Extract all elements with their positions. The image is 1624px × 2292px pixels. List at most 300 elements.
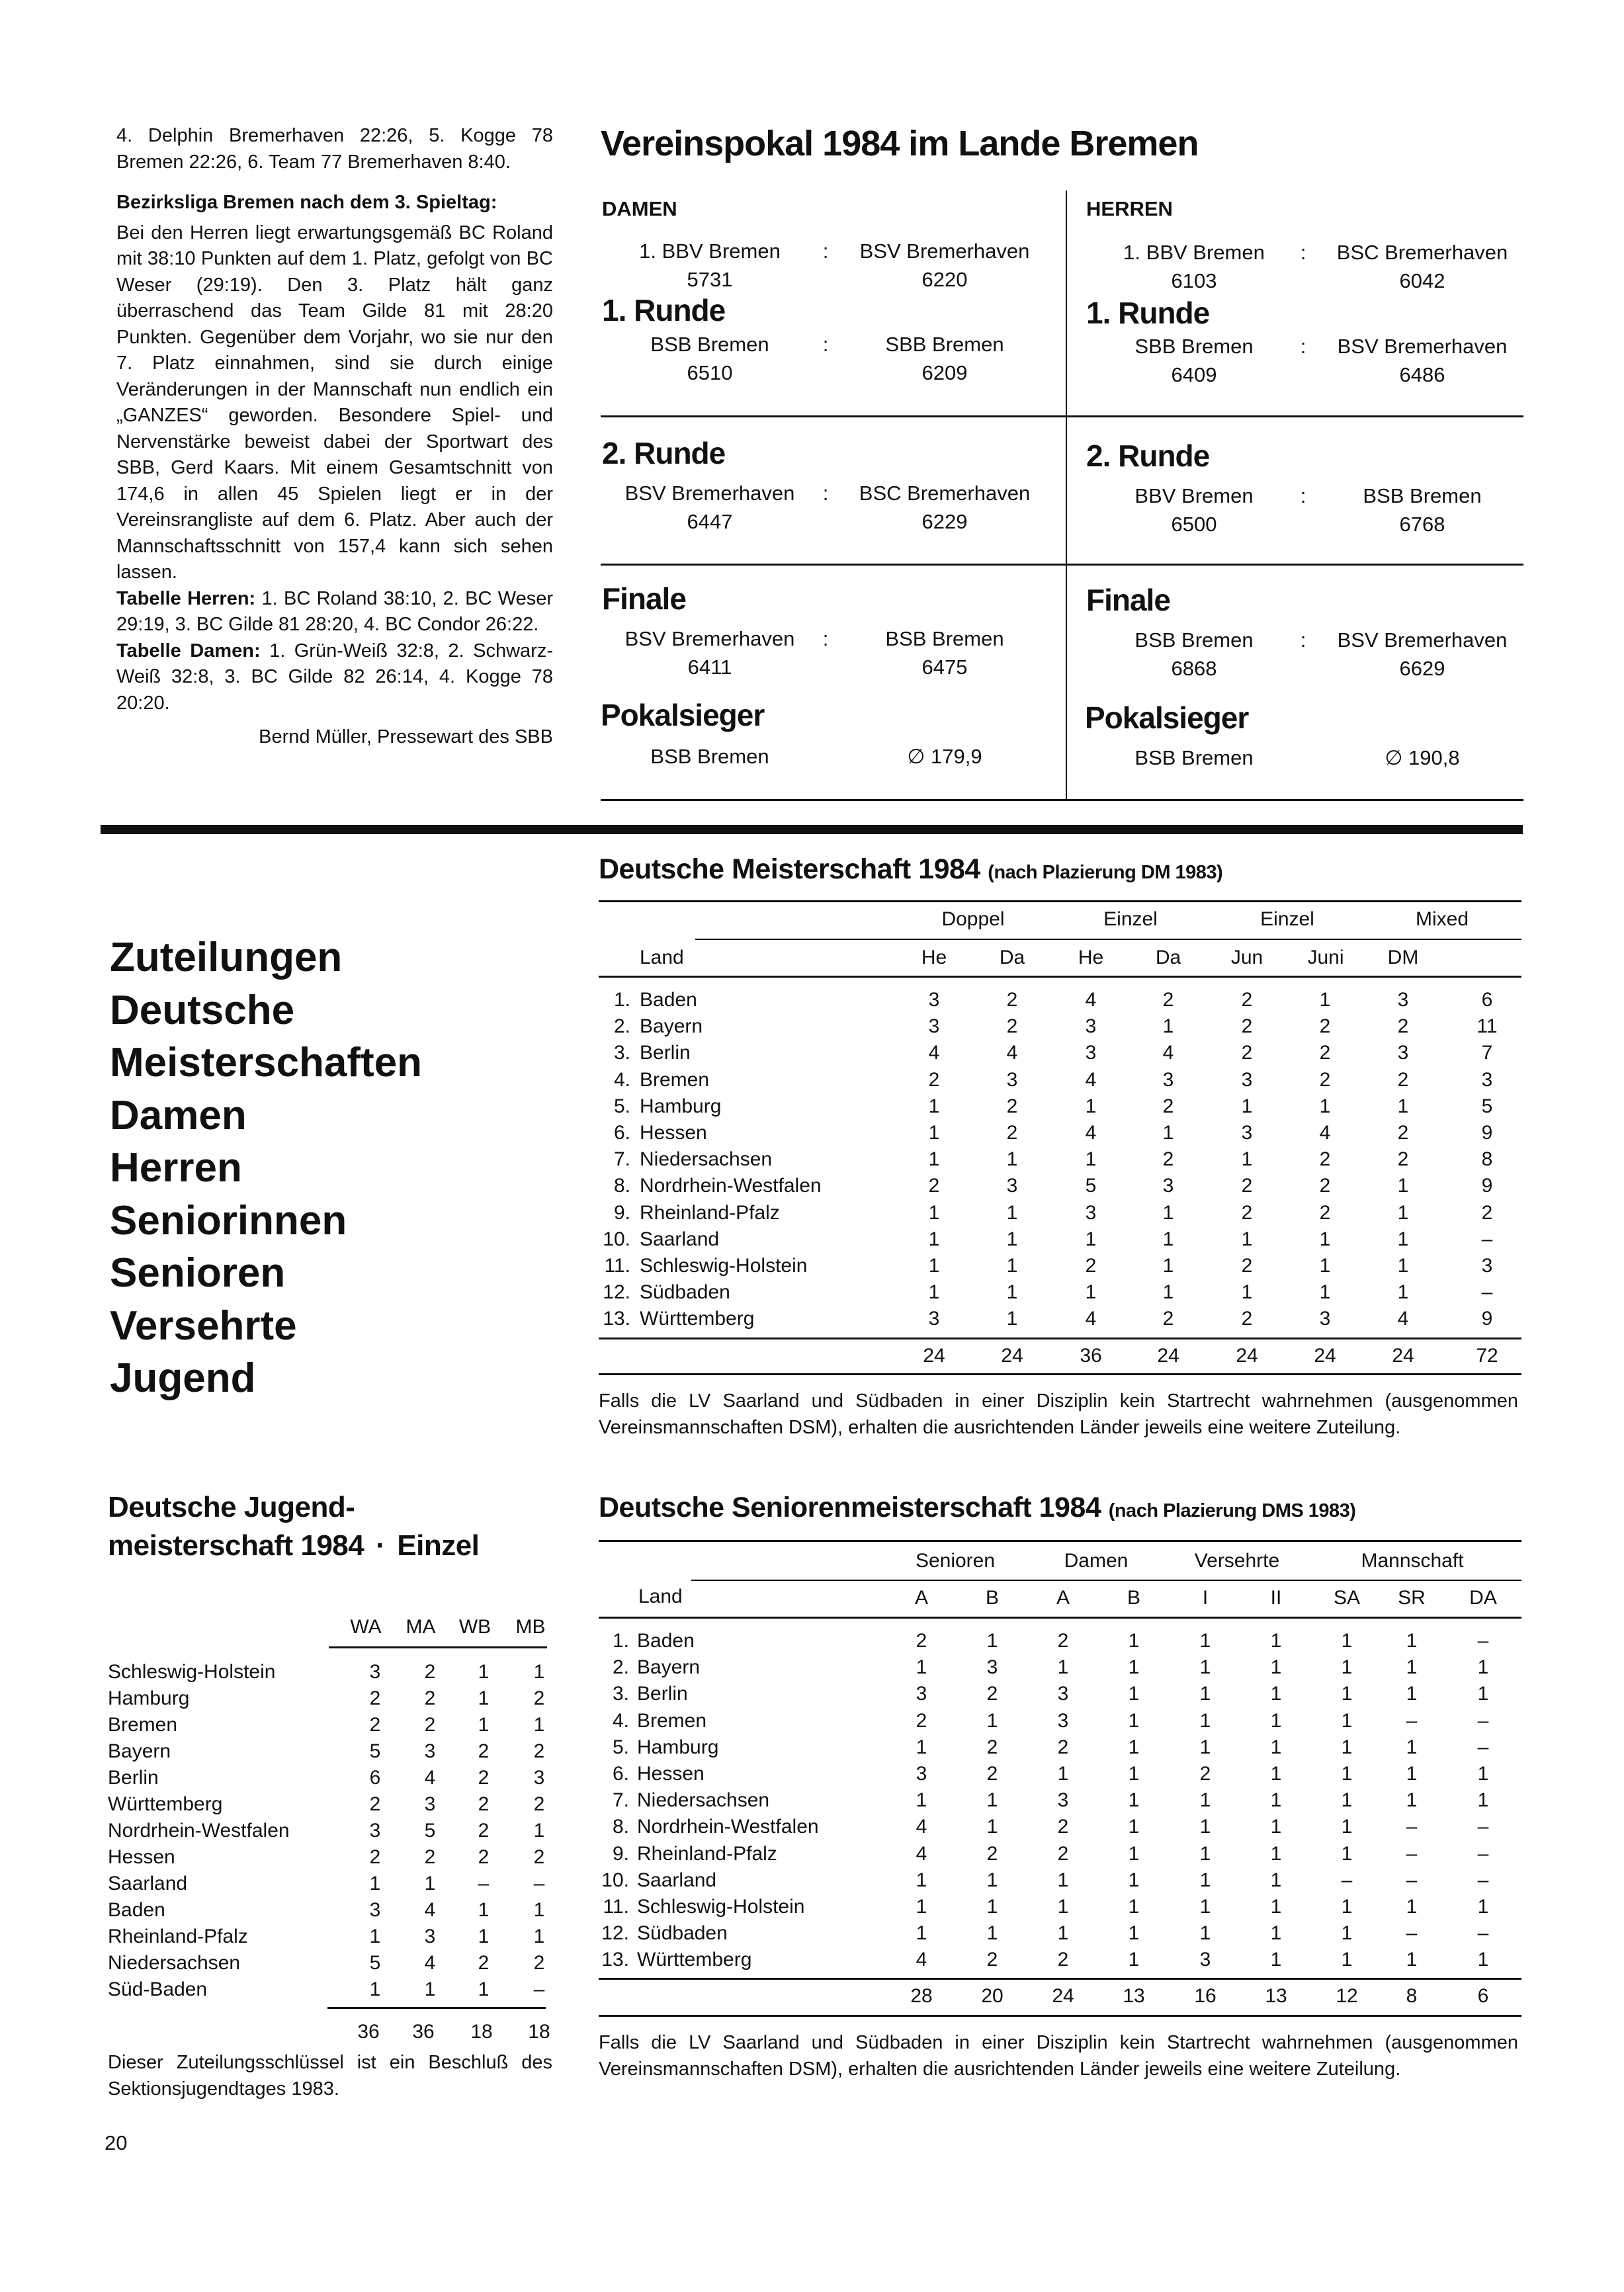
cell-value: 2 <box>533 1846 545 1868</box>
dm-group-rule <box>695 939 1521 940</box>
cell-value: 1 <box>1397 1228 1409 1250</box>
cell-value: 2 <box>533 1793 545 1815</box>
total-value: 8 <box>1406 1985 1418 2007</box>
cell-value: – <box>1481 1281 1493 1304</box>
djm-title-line2 <box>108 1527 479 1565</box>
cell-value: 1 <box>916 1656 927 1679</box>
cell-value: 1 <box>1397 1201 1409 1224</box>
score-b: 6042 <box>1399 269 1445 292</box>
cell-value: 1 <box>986 1630 998 1652</box>
table-row <box>599 1253 1521 1279</box>
cell-value: 3 <box>1397 1042 1409 1064</box>
djm-title-line2-text: meisterschaft 1984 <box>108 1529 364 1562</box>
table-row <box>599 1120 1521 1146</box>
rank: 12. <box>603 1281 630 1304</box>
team-b: SBB Bremen <box>885 333 1004 356</box>
winner-team: BSB Bremen <box>1134 746 1254 769</box>
cell-value: 1 <box>424 1978 436 2000</box>
dsm-column-header: SA <box>1333 1587 1361 1609</box>
article-body: Bei den Herren liegt erwartungsgemäß BC Roland mit 38:10 Punkten auf dem 1. Platz, gefolgt von BC Weser (29:19). Den 3. Platz hält ganz überraschend das Team Gilde 81 mit 28:20 Punkten. Gegenüber dem Vorjahr, wo sie nur den 7. Platz einnahmen, sind sie durch einige Veränderungen in der Mannschaft nun endlich ein „GANZES“ geworden. Besondere Spiel- und Nervenstärke beweist dabei der Sportwart des SBB, Gerd Kaars. Mit einem Gesamtschnitt von 174,6 in allen 45 Spielen liegt er in der Vereinsrangliste auf dem 6. Platz. Aber auch der Mannschaftsschnitt von 157,4 kann sich sehen lassen. <box>116 222 553 583</box>
land-name: Württemberg <box>640 1308 755 1330</box>
match-colon: : <box>822 627 829 650</box>
cell-value: 1 <box>478 1899 490 1921</box>
djm-column-header: WB <box>458 1616 491 1638</box>
cell-value: 2 <box>369 1687 381 1709</box>
cell-value: 2 <box>1397 1015 1409 1038</box>
cell-value: 2 <box>369 1793 381 1815</box>
land-name: Hessen <box>108 1846 175 1868</box>
team-a: BBV Bremen <box>1134 484 1254 507</box>
score-b: 6220 <box>921 268 968 291</box>
rank: 1. <box>613 989 630 1011</box>
dm-column-header <box>1453 945 1506 971</box>
djm-title-dot: · <box>376 1529 386 1562</box>
rank: 11. <box>604 1255 630 1277</box>
dsm-title-sub: (nach Plazierung DMS 1983) <box>1108 1500 1356 1521</box>
cell-value: 4 <box>916 1842 927 1865</box>
dsm-header-rule <box>599 1617 1521 1619</box>
cell-value: 3 <box>1241 1122 1253 1144</box>
cell-value: 2 <box>1319 1042 1331 1064</box>
cell-value: 1 <box>1406 1949 1418 1971</box>
heading-line: Versehrte <box>110 1302 297 1349</box>
section-divider-rule <box>101 825 1523 834</box>
cell-value: 1 <box>916 1736 927 1758</box>
land-header-label: Land <box>638 1586 683 1607</box>
herren-final-label: Finale <box>1086 583 1170 617</box>
cell-value: – <box>1477 1816 1489 1838</box>
match-colon: : <box>1300 628 1306 652</box>
cell-value: – <box>1406 1709 1418 1732</box>
cell-value: 4 <box>1085 1308 1097 1330</box>
table-row <box>599 1279 1521 1306</box>
land-name: Berlin <box>637 1683 688 1705</box>
cell-value: 2 <box>1057 1949 1069 1971</box>
cell-value: 3 <box>1057 1683 1069 1705</box>
cell-value: 1 <box>1319 1095 1331 1117</box>
land-name: Bayern <box>108 1740 171 1762</box>
land-name: Hamburg <box>637 1736 719 1758</box>
cell-value: 5 <box>369 1740 381 1762</box>
cell-value: 4 <box>1085 1122 1097 1144</box>
cell-value: 1 <box>1341 1656 1353 1679</box>
cell-value: 1 <box>1319 1281 1331 1304</box>
djm-title-suffix: Einzel <box>397 1529 480 1562</box>
rank: 8. <box>612 1816 629 1838</box>
cell-value: 1 <box>478 1714 490 1736</box>
cell-value: 2 <box>369 1846 381 1868</box>
dsm-column-header: SR <box>1398 1587 1426 1609</box>
team-a: BSV Bremerhaven <box>624 482 795 505</box>
cell-value: 1 <box>1162 1201 1174 1224</box>
cell-value: 2 <box>986 1842 998 1865</box>
pokal-title: Vereinspokal 1984 im Lande Bremen <box>601 124 1199 163</box>
rank: 6. <box>612 1763 629 1785</box>
cell-value: 3 <box>1162 1068 1174 1091</box>
cell-value: 1 <box>1341 1789 1353 1812</box>
match-colon: : <box>822 482 829 505</box>
land-name: Berlin <box>640 1042 691 1064</box>
land-name: Rheinland-Pfalz <box>108 1926 248 1947</box>
total-value: 18 <box>470 2021 493 2043</box>
team-b: BSB Bremen <box>885 627 1004 650</box>
cell-value: 1 <box>1006 1201 1018 1224</box>
table-row <box>599 1306 1521 1332</box>
cell-value: 1 <box>1341 1949 1353 1971</box>
cell-value: 3 <box>1397 989 1409 1011</box>
cell-value: 2 <box>1241 1042 1253 1064</box>
land-name: Nordrhein-Westfalen <box>637 1816 819 1838</box>
cell-value: 1 <box>1162 1122 1174 1144</box>
rank: 2. <box>612 1656 629 1679</box>
damen-winner <box>601 745 1064 775</box>
cell-value: 1 <box>1406 1630 1418 1652</box>
cell-value: 1 <box>1162 1015 1174 1038</box>
dm-footnote: Falls die LV Saarland und Südbaden in einer Disziplin kein Startrecht wahrnehmen (ausgenommen Vereinsmannschaften DSM), erhalten die ausrichtenden Länder jeweils eine weitere Zuteilung. <box>599 1390 1518 1438</box>
table-row <box>108 1791 552 1818</box>
cell-value: 4 <box>1162 1042 1174 1064</box>
damen-winner-label: Pokalsieger <box>601 698 765 732</box>
cell-value: 1 <box>1128 1736 1140 1758</box>
team-b: BSV Bremerhaven <box>1337 335 1508 358</box>
dsm-column-header: B <box>1127 1587 1140 1609</box>
dm-title-sub: (nach Plazierung DM 1983) <box>988 862 1223 883</box>
rank: 2. <box>613 1015 630 1038</box>
cell-value: 2 <box>478 1767 490 1789</box>
cell-value: 3 <box>928 1308 940 1330</box>
cell-value: 1 <box>1397 1095 1409 1117</box>
cell-value: 1 <box>1341 1922 1353 1945</box>
cell-value: 4 <box>424 1767 436 1789</box>
page-number: 20 <box>105 2131 128 2154</box>
cell-value: 1 <box>928 1148 940 1171</box>
score-b: 6475 <box>921 656 968 679</box>
team-b: BSB Bremen <box>1363 484 1482 507</box>
damen-r2-label: 2. Runde <box>602 436 726 470</box>
cell-value: 1 <box>1128 1842 1140 1865</box>
table-row <box>599 1761 1521 1787</box>
cell-value: 2 <box>478 1793 490 1815</box>
cell-value: 1 <box>916 1869 927 1891</box>
cell-value: 1 <box>533 1820 545 1842</box>
match-colon: : <box>1300 335 1306 358</box>
cell-value: 1 <box>1199 1869 1211 1891</box>
cell-value: 1 <box>1406 1683 1418 1705</box>
cell-value: 1 <box>533 1714 545 1736</box>
cell-value: 4 <box>1397 1308 1409 1330</box>
cell-value: 6 <box>369 1767 381 1789</box>
score-a: 5731 <box>687 268 733 291</box>
heading-line: Deutsche <box>110 987 295 1033</box>
dm-group-header: Mixed <box>1415 908 1469 930</box>
cell-value: 9 <box>1481 1308 1493 1330</box>
cell-value: – <box>478 1873 490 1894</box>
total-value: 24 <box>1001 1345 1023 1367</box>
cell-value: 2 <box>1397 1068 1409 1091</box>
cell-value: 1 <box>916 1896 927 1918</box>
herren-r2-match <box>1085 484 1535 544</box>
herren-r2-label: 2. Runde <box>1086 439 1210 473</box>
djm-header-rule <box>329 1646 547 1648</box>
tabelle-herren-text: 1. BC Roland 38:10, 2. BC Weser 29:19, 3. BC Gilde 81 28:20, 4. BC Condor 26:22. <box>116 587 553 635</box>
cell-value: 1 <box>1341 1630 1353 1652</box>
cell-value: 1 <box>1128 1763 1140 1785</box>
dsm-group-rule <box>691 1580 1521 1581</box>
total-value: 36 <box>412 2021 435 2043</box>
cell-value: 1 <box>1057 1763 1069 1785</box>
cell-value: 1 <box>1006 1228 1018 1250</box>
dm-column-header: He <box>1078 947 1104 968</box>
cell-value: 2 <box>1481 1201 1493 1224</box>
dsm-group-header: Damen <box>1064 1550 1129 1572</box>
land-name: Hessen <box>640 1122 707 1144</box>
zuteilungen-heading <box>110 931 422 1405</box>
land-name: Württemberg <box>108 1793 223 1815</box>
table-row <box>108 1897 552 1924</box>
cell-value: – <box>1406 1869 1418 1891</box>
team-b: BSV Bremerhaven <box>859 239 1030 263</box>
cell-value: 1 <box>369 1873 381 1894</box>
cell-value: 1 <box>928 1255 940 1277</box>
cell-value: 1 <box>1341 1683 1353 1705</box>
table-row <box>599 1681 1521 1707</box>
cell-value: 1 <box>1199 1656 1211 1679</box>
dm-column-header: Da <box>1155 947 1181 968</box>
heading-line: Meisterschaften <box>110 1040 423 1085</box>
cell-value: 1 <box>1128 1949 1140 1971</box>
table-row <box>108 1659 552 1685</box>
cell-value: 1 <box>478 1978 490 2000</box>
cell-value: 1 <box>1406 1763 1418 1785</box>
cell-value: 1 <box>1270 1736 1282 1758</box>
cell-value: 1 <box>1397 1281 1409 1304</box>
land-name: Bremen <box>108 1714 178 1736</box>
dm-bottom-rule <box>599 1373 1521 1375</box>
table-row <box>599 1040 1521 1066</box>
cell-value: – <box>1477 1736 1489 1758</box>
total-value: 12 <box>1336 1985 1358 2007</box>
cell-value: 1 <box>1397 1175 1409 1197</box>
cell-value: 1 <box>1128 1709 1140 1732</box>
match-colon: : <box>822 333 829 356</box>
cell-value: 1 <box>1199 1736 1211 1758</box>
cell-value: 1 <box>1341 1709 1353 1732</box>
winner-team: BSB Bremen <box>650 745 769 768</box>
cell-value: 1 <box>1270 1842 1282 1865</box>
total-value: 24 <box>1052 1985 1074 2007</box>
tabelle-damen-text: 1. Grün-Weiß 32:8, 2. Schwarz-Weiß 32:8, 3. BC Gilde 82 26:14, 4. Kogge 78 20:20. <box>116 640 553 714</box>
cell-value: 1 <box>533 1899 545 1921</box>
cell-value: 4 <box>916 1816 927 1838</box>
cell-value: 1 <box>533 1661 545 1683</box>
land-name: Südbaden <box>640 1281 730 1304</box>
cell-value: 1 <box>1319 989 1331 1011</box>
rank: 9. <box>613 1201 630 1224</box>
cell-value: 2 <box>1319 1148 1331 1171</box>
cell-value: 1 <box>1270 1630 1282 1652</box>
herren-final-match <box>1085 628 1535 688</box>
cell-value: 1 <box>478 1687 490 1709</box>
cell-value: 2 <box>1162 989 1174 1011</box>
cell-value: 1 <box>1477 1763 1489 1785</box>
cell-value: 1 <box>1270 1763 1282 1785</box>
dsm-footnote: Falls die LV Saarland und Südbaden in einer Disziplin kein Startrecht wahrnehmen (ausgenommen Vereinsmannschaften DSM), erhalten die ausrichtenden Länder jeweils eine weitere Zuteilung. <box>599 2032 1518 2080</box>
herren-r1-match-1 <box>1085 241 1535 300</box>
herren-r1-label: 1. Runde <box>1086 296 1210 330</box>
land-name: Berlin <box>108 1767 159 1789</box>
cell-value: 1 <box>1199 1683 1211 1705</box>
cell-value: 3 <box>1006 1175 1018 1197</box>
cell-value: 1 <box>1057 1869 1069 1891</box>
cell-value: 2 <box>1006 989 1018 1011</box>
damen-r1-match-1 <box>601 239 1064 299</box>
cell-value: 1 <box>1406 1656 1418 1679</box>
cell-value: 4 <box>424 1952 436 1974</box>
cell-value: – <box>1477 1709 1489 1732</box>
cell-value: 1 <box>1477 1949 1489 1971</box>
cell-value: 2 <box>478 1820 490 1842</box>
cell-value: 1 <box>1477 1683 1489 1705</box>
cell-value: – <box>1406 1842 1418 1865</box>
cell-value: 1 <box>1162 1281 1174 1304</box>
land-name: Bayern <box>637 1656 701 1679</box>
total-value: 36 <box>357 2021 380 2043</box>
rank: 10. <box>603 1228 630 1250</box>
cell-value: 9 <box>1481 1122 1493 1144</box>
tabelle-herren-label: Tabelle Herren: <box>116 587 256 609</box>
cell-value: 2 <box>1319 1175 1331 1197</box>
rank: 4. <box>612 1709 629 1732</box>
land-name: Hamburg <box>640 1095 722 1117</box>
rank: 12. <box>601 1922 629 1945</box>
cell-value: 4 <box>1319 1122 1331 1144</box>
cell-value: 1 <box>478 1661 490 1683</box>
cell-value: 1 <box>478 1926 490 1947</box>
table-row <box>599 1013 1521 1040</box>
cell-value: – <box>533 1978 545 2000</box>
cell-value: 1 <box>1270 1922 1282 1945</box>
cell-value: – <box>1477 1630 1489 1652</box>
cell-value: 1 <box>928 1095 940 1117</box>
land-name: Niedersachsen <box>637 1789 770 1812</box>
cell-value: 1 <box>424 1873 436 1894</box>
cell-value: 1 <box>1270 1949 1282 1971</box>
cell-value: 1 <box>1397 1255 1409 1277</box>
table-row <box>108 1976 552 2003</box>
dm-totals-rule <box>599 1337 1521 1339</box>
cell-value: 3 <box>928 989 940 1011</box>
cell-value: 1 <box>1199 1922 1211 1945</box>
cell-value: 2 <box>533 1952 545 1974</box>
cell-value: 5 <box>1085 1175 1097 1197</box>
heading-line: Herren <box>110 1145 242 1191</box>
dsm-group-header: Senioren <box>915 1550 996 1572</box>
total-value: 24 <box>1157 1345 1179 1367</box>
land-name: Süd-Baden <box>108 1978 208 2000</box>
land-name: Baden <box>108 1899 165 1921</box>
dsm-totals-rule <box>599 1978 1521 1980</box>
team-a: 1. BBV Bremen <box>639 239 781 263</box>
table-row <box>599 1947 1521 1973</box>
score-a: 6447 <box>687 510 733 533</box>
cell-value: 1 <box>1341 1763 1353 1785</box>
cell-value: 1 <box>1085 1148 1097 1171</box>
total-value: 24 <box>1392 1345 1414 1367</box>
cell-value: 6 <box>1481 989 1493 1011</box>
cell-value: 1 <box>1477 1656 1489 1679</box>
cell-value: 1 <box>1128 1656 1140 1679</box>
djm-column-header: WA <box>350 1616 382 1638</box>
cell-value: 1 <box>1270 1789 1282 1812</box>
table-row <box>108 1950 552 1976</box>
cell-value: 1 <box>986 1896 998 1918</box>
cell-value: 3 <box>986 1656 998 1679</box>
damen-final-label: Finale <box>602 581 686 616</box>
dsm-top-rule <box>599 1540 1521 1542</box>
cell-value: 3 <box>1241 1068 1253 1091</box>
cell-value: 1 <box>1057 1896 1069 1918</box>
land-name: Schleswig-Holstein <box>637 1896 805 1918</box>
cell-value: 2 <box>533 1687 545 1709</box>
damen-r1-match-2 <box>601 333 1064 392</box>
dsm-column-header: A <box>914 1587 928 1609</box>
table-row <box>599 1787 1521 1814</box>
cell-value: 1 <box>1006 1148 1018 1171</box>
total-value: 28 <box>910 1985 933 2007</box>
cell-value: 5 <box>424 1820 436 1842</box>
team-b: BSC Bremerhaven <box>1336 241 1508 264</box>
score-a: 6868 <box>1171 657 1217 680</box>
cell-value: 1 <box>1199 1842 1211 1865</box>
cell-value: 2 <box>916 1630 927 1652</box>
table-row <box>599 1226 1521 1253</box>
cell-value: 1 <box>369 1926 381 1947</box>
cell-value: 2 <box>1057 1816 1069 1838</box>
cell-value: 2 <box>986 1683 998 1705</box>
cell-value: 1 <box>928 1281 940 1304</box>
herren-winner-label: Pokalsieger <box>1085 700 1249 735</box>
cell-value: – <box>1477 1922 1489 1945</box>
land-name: Rheinland-Pfalz <box>640 1201 780 1224</box>
land-name: Bayern <box>640 1015 703 1038</box>
cell-value: 1 <box>916 1922 927 1945</box>
cell-value: 2 <box>1397 1122 1409 1144</box>
table-row <box>599 1708 1521 1734</box>
cell-value: 3 <box>1319 1308 1331 1330</box>
cell-value: 2 <box>1057 1842 1069 1865</box>
table-row <box>599 1146 1521 1173</box>
winner-average: ∅ 190,8 <box>1385 746 1460 769</box>
cell-value: 1 <box>1162 1255 1174 1277</box>
cell-value: 1 <box>1085 1095 1097 1117</box>
cell-value: 2 <box>1162 1095 1174 1117</box>
cell-value: 7 <box>1481 1042 1493 1064</box>
table-row <box>108 1924 552 1950</box>
team-a: BSV Bremerhaven <box>624 627 795 650</box>
team-a: BSB Bremen <box>1134 628 1254 652</box>
cell-value: 2 <box>478 1952 490 1974</box>
cell-value: 2 <box>1241 1201 1253 1224</box>
total-value: 20 <box>981 1985 1004 2007</box>
rank: 6. <box>613 1122 630 1144</box>
table-row <box>599 1173 1521 1199</box>
dm-top-rule <box>599 900 1521 902</box>
total-value: 6 <box>1477 1985 1489 2007</box>
land-name: Nordrhein-Westfalen <box>108 1820 290 1842</box>
cell-value: 4 <box>916 1949 927 1971</box>
cell-value: 2 <box>424 1714 436 1736</box>
cell-value: 3 <box>369 1899 381 1921</box>
